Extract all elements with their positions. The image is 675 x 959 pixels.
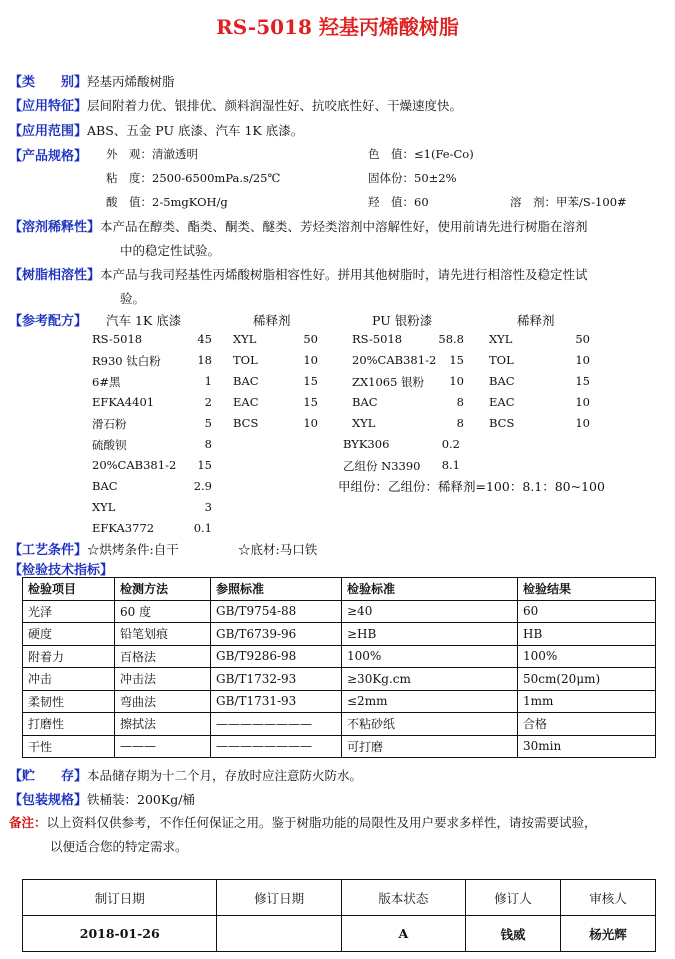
inspection-cell-standard: GB/T1731-93	[211, 690, 342, 713]
scope-label: 【应用范围】	[9, 124, 88, 139]
inspection-cell-criteria: 可打磨	[342, 735, 518, 758]
inspection-cell-method: ———	[115, 735, 211, 758]
formula-c-item-name: ZX1065 银粉	[352, 375, 425, 389]
formula-c-item-name: XYL	[352, 416, 376, 430]
formula-a-item-name: XYL	[92, 500, 116, 514]
category-label: 【类 别】	[9, 75, 88, 90]
formula-c-item-name: 乙组份 N3390	[343, 459, 421, 473]
formula-b-item-name: XYL	[233, 332, 257, 346]
table-row	[23, 623, 656, 646]
signoff-header-created: 制订日期	[23, 880, 217, 916]
signoff-header-version: 版本状态	[341, 880, 465, 916]
formula-d-item-name: TOL	[489, 353, 514, 367]
formula-c-item-name: 20%CAB381-2	[352, 353, 437, 367]
signoff-revised-date	[217, 916, 341, 952]
inspection-cell-item: 光泽	[23, 600, 115, 623]
formula-c-item-name: BYK306	[343, 437, 390, 451]
signoff-value-row	[23, 916, 656, 952]
signoff-header-revised: 修订日期	[217, 880, 341, 916]
inspection-label: 【检验技术指标】	[9, 563, 114, 578]
signoff-reviser: 钱威	[466, 916, 561, 952]
inspection-cell-method: 60 度	[115, 600, 211, 623]
formula-a-item-amount: 2	[204, 395, 212, 409]
formula-a-item-amount: 15	[197, 458, 212, 472]
signoff-table	[22, 879, 656, 952]
compat-text-2: 验。	[120, 291, 146, 306]
inspection-header-row	[23, 578, 656, 601]
process-bake: ☆烘烤条件:自干	[87, 542, 179, 557]
scope-value: ABS、五金 PU 底漆、汽车 1K 底漆。	[87, 123, 304, 138]
inspection-cell-criteria: ≤2mm	[342, 690, 518, 713]
compat-row	[9, 264, 588, 283]
inspection-cell-criteria: 不粘砂纸	[342, 713, 518, 736]
formula-d-item-amount: 10	[575, 353, 590, 367]
formula-c-item-amount: 8	[456, 416, 464, 430]
inspection-header-standard: 参照标准	[211, 578, 342, 601]
inspection-cell-standard: GB/T6739-96	[211, 623, 342, 646]
formula-d-item-name: XYL	[489, 332, 513, 346]
formula-label: 【参考配方】	[9, 314, 88, 329]
inspection-header-method: 检测方法	[115, 578, 211, 601]
table-row	[23, 735, 656, 758]
inspection-cell-method: 擦拭法	[115, 713, 211, 736]
inspection-cell-item: 打磨性	[23, 713, 115, 736]
inspection-cell-item: 附着力	[23, 645, 115, 668]
formula-d-item-amount: 10	[575, 416, 590, 430]
formula-d-item-amount: 10	[575, 395, 590, 409]
solvent-label: 【溶剂稀释性】	[9, 220, 101, 235]
formula-a-item-amount: 18	[197, 353, 212, 367]
solvent-text-2: 中的稳定性试验。	[120, 243, 221, 258]
formula-a-item-name: R930 钛白粉	[92, 354, 161, 368]
formula-b-item-name: EAC	[233, 395, 259, 409]
signoff-approver: 杨光辉	[560, 916, 655, 952]
formula-a-item-amount: 1	[204, 374, 212, 388]
formula-head-d: 稀释剂	[517, 313, 555, 328]
formula-c-item-amount: 15	[449, 353, 464, 367]
inspection-cell-result: 60	[518, 600, 656, 623]
formula-a-item-amount: 3	[204, 500, 212, 514]
inspection-cell-result: 1mm	[518, 690, 656, 713]
storage-value: 本品储存期为十二个月，存放时应注意防火防水。	[87, 768, 363, 783]
formula-b-item-amount: 50	[303, 332, 318, 346]
spec-appearance: 外 观：清澈透明	[106, 147, 198, 161]
formula-b-item-amount: 15	[303, 395, 318, 409]
signoff-header-reviser: 修订人	[466, 880, 561, 916]
formula-head-a: 汽车 1K 底漆	[106, 313, 182, 328]
spec-color: 色 值：≤1(Fe-Co)	[368, 147, 474, 161]
spec-solids: 固体份：50±2%	[368, 171, 457, 185]
formula-a-item-name: EFKA3772	[92, 521, 155, 535]
compat-text-1: 本产品与我司羟基性丙烯酸树脂相容性好。拼用其他树脂时，请先进行相溶性及稳定性试	[100, 267, 588, 282]
inspection-header-result: 检验结果	[518, 578, 656, 601]
formula-c-item-name: BAC	[352, 395, 378, 409]
formula-a-item-name: 6#黑	[92, 375, 121, 389]
inspection-cell-standard: GB/T9754-88	[211, 600, 342, 623]
formula-a-item-amount: 8	[204, 437, 212, 451]
table-row	[23, 713, 656, 736]
document-title: RS-5018 羟基丙烯酸树脂	[216, 15, 459, 39]
inspection-cell-standard: ————————	[211, 735, 342, 758]
process-label: 【工艺条件】	[9, 543, 88, 558]
formula-d-item-name: EAC	[489, 395, 515, 409]
storage-label: 【贮 存】	[9, 769, 88, 784]
inspection-cell-item: 干性	[23, 735, 115, 758]
formula-a-item-amount: 2.9	[193, 479, 212, 493]
formula-ratio: 甲组份：乙组份：稀释剂=100：8.1：80~100	[338, 479, 605, 494]
spec-acid-value: 酸 值：2-5mgKOH/g	[106, 195, 228, 209]
compat-label: 【树脂相溶性】	[9, 268, 101, 283]
signoff-header-approver: 审核人	[560, 880, 655, 916]
spec-viscosity: 粘 度：2500-6500mPa.s/25℃	[106, 171, 281, 185]
inspection-cell-item: 硬度	[23, 623, 115, 646]
inspection-cell-result: 50cm(20μm)	[518, 668, 656, 691]
formula-a-item-amount: 5	[204, 416, 212, 430]
formula-b-item-name: BAC	[233, 374, 259, 388]
inspection-cell-method: 弯曲法	[115, 690, 211, 713]
signoff-version: A	[341, 916, 465, 952]
formula-a-item-name: 硫酸钡	[92, 438, 127, 452]
formula-a-item-name: EFKA4401	[92, 395, 155, 409]
features-label: 【应用特征】	[9, 99, 88, 114]
packing-value: 铁桶装：200Kg/桶	[87, 792, 195, 807]
storage-row	[9, 765, 362, 784]
inspection-cell-criteria: ≥HB	[342, 623, 518, 646]
formula-d-item-name: BAC	[489, 374, 515, 388]
packing-label: 【包装规格】	[9, 793, 88, 808]
formula-c-item-amount: 8	[456, 395, 464, 409]
formula-d-item-amount: 50	[575, 332, 590, 346]
inspection-header-criteria: 检验标准	[342, 578, 518, 601]
inspection-cell-method: 百格法	[115, 645, 211, 668]
inspection-table	[22, 577, 656, 758]
formula-b-item-amount: 10	[303, 416, 318, 430]
inspection-cell-criteria: ≥40	[342, 600, 518, 623]
inspection-header-item: 检验项目	[23, 578, 115, 601]
formula-a-item-name: 滑石粉	[92, 417, 127, 431]
formula-d-item-name: BCS	[489, 416, 515, 430]
inspection-cell-result: HB	[518, 623, 656, 646]
inspection-cell-criteria: 100%	[342, 645, 518, 668]
packing-row	[9, 789, 195, 808]
formula-b-item-amount: 10	[303, 353, 318, 367]
formula-c-item-name: RS-5018	[352, 332, 403, 346]
formula-c-item-amount: 0.2	[441, 437, 460, 451]
solvent-text-1: 本产品在醇类、酯类、酮类、醚类、芳烃类溶剂中溶解性好，使用前请先进行树脂在溶剂	[100, 219, 588, 234]
scope-row	[9, 120, 303, 139]
inspection-cell-method: 冲击法	[115, 668, 211, 691]
inspection-cell-method: 铅笔划痕	[115, 623, 211, 646]
table-row	[23, 600, 656, 623]
spec-hydroxyl-value: 羟 值：60	[368, 195, 429, 209]
formula-a-item-name: BAC	[92, 479, 118, 493]
formula-b-item-amount: 15	[303, 374, 318, 388]
note-row	[9, 813, 597, 831]
solvent-row	[9, 216, 588, 235]
formula-c-item-amount: 8.1	[441, 458, 460, 472]
formula-a-item-amount: 0.1	[193, 521, 212, 535]
formula-a-item-amount: 45	[197, 332, 212, 346]
spec-solvent: 溶 剂：甲苯/S-100#	[510, 195, 627, 209]
signoff-created-date: 2018-01-26	[23, 916, 217, 952]
category-value: 羟基丙烯酸树脂	[87, 74, 175, 89]
formula-c-item-amount: 58.8	[438, 332, 464, 346]
features-row	[9, 95, 462, 114]
specs-label: 【产品规格】	[9, 149, 88, 164]
category-row	[9, 71, 175, 90]
note-label: 备注：	[9, 815, 47, 830]
inspection-cell-item: 冲击	[23, 668, 115, 691]
formula-b-item-name: BCS	[233, 416, 259, 430]
process-substrate: ☆底材:马口铁	[238, 542, 318, 557]
inspection-cell-criteria: ≥30Kg.cm	[342, 668, 518, 691]
table-row	[23, 690, 656, 713]
signoff-header-row	[23, 880, 656, 916]
formula-head-b: 稀释剂	[253, 313, 291, 328]
inspection-cell-result: 100%	[518, 645, 656, 668]
formula-a-item-name: 20%CAB381-2	[92, 458, 177, 472]
table-row	[23, 645, 656, 668]
inspection-cell-standard: GB/T9286-98	[211, 645, 342, 668]
formula-a-item-name: RS-5018	[92, 332, 143, 346]
formula-c-item-amount: 10	[449, 374, 464, 388]
note-text-1: 以上资料仅供参考，不作任何保证之用。鉴于树脂功能的局限性及用户要求多样性，请按需要试验，	[46, 815, 597, 830]
inspection-cell-item: 柔韧性	[23, 690, 115, 713]
formula-d-item-amount: 15	[575, 374, 590, 388]
inspection-cell-result: 合格	[518, 713, 656, 736]
inspection-cell-standard: GB/T1732-93	[211, 668, 342, 691]
features-value: 层间附着力优、银排优、颜料润湿性好、抗咬底性好、干燥速度快。	[87, 98, 463, 113]
process-row	[9, 539, 179, 558]
inspection-cell-result: 30min	[518, 735, 656, 758]
table-row	[23, 668, 656, 691]
formula-b-item-name: TOL	[233, 353, 258, 367]
inspection-cell-standard: ————————	[211, 713, 342, 736]
note-text-2: 以便适合您的特定需求。	[50, 839, 188, 854]
formula-head-c: PU 银粉漆	[372, 313, 433, 328]
